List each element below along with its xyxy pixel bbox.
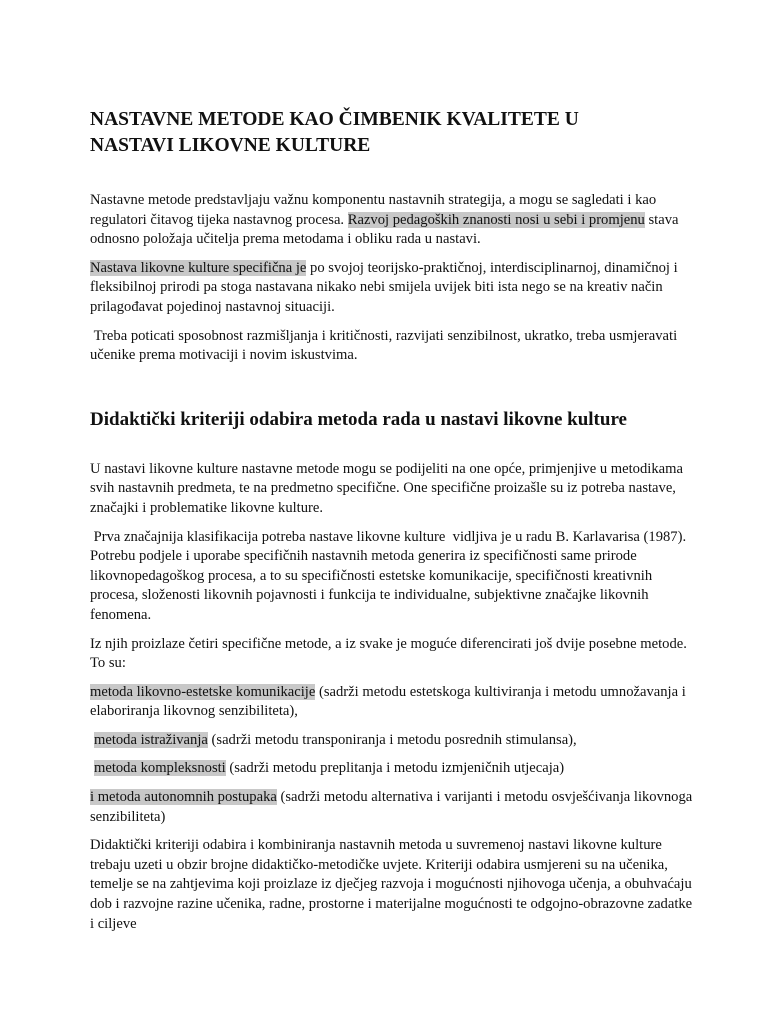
method-description: (sadrži metodu transponiranja i metodu posrednih stimulansa), [207, 731, 577, 748]
method-name: metoda kompleksnosti [94, 760, 226, 777]
method-item [90, 759, 698, 779]
method-description: (sadrži metodu estetskoga kultiviranja i metodu umnožavanja i elaboriranja likovnog senzibiliteta), [90, 683, 686, 720]
highlighted-text: Nastava likovne kulture specifična je [90, 259, 307, 276]
method-item [90, 788, 698, 827]
paragraph-intro-text-a: Nastavne metode predstavljaju važnu komponentu nastavnih strategija, a mogu se sagledati i kao regulatori čitavog tijeka nastavnog procesa. [90, 192, 657, 228]
paragraph-encourage: Treba poticati sposobnost razmišljanja i kritičnosti, razvijati senzibilnost, ukratko, treba usmjeravati učenike prema motivaciji i novim iskustvima. [90, 327, 681, 364]
method-name: metoda istraživanja [94, 731, 208, 748]
method-item [90, 731, 698, 751]
paragraph-text: po svojoj teorijsko-praktičnoj, interdisciplinarnoj, dinamičnoj i fleksibilnoj prirodi pa stoga nastavana nikako nebi smijela uvijek biti ista nego se na kreativ način prilagođavat pojedinoj nastavnoj situaciji. [90, 259, 678, 315]
method-description: (sadrži metodu preplitanja i metodu izmjeničnih utjecaja) [225, 760, 565, 777]
method-description: (sadrži metodu alternativa i varijanti i metodu osvješćivanja likovnoga senzibiliteta) [90, 789, 693, 825]
method-name: metoda likovno-estetske komunikacije [90, 683, 316, 700]
method-item [90, 683, 698, 722]
highlighted-text: Razvoj pedagoških znanosti nosi u sebi i promjenu [347, 211, 645, 228]
section-heading: Didaktički kriteriji odabira metoda rada u nastavi likovne kulture [90, 408, 627, 430]
paragraph-intro [90, 191, 698, 250]
document-title: NASTAVNE METODE KAO ČIMBENIK KVALITETE U NASTAVI LIKOVNE KULTURE [90, 109, 579, 156]
paragraph-methods-division: U nastavi likovne kulture nastavne metode mogu se podijeliti na one opće, primjenjive u metodikama svih nastavnih predmeta, te na predmetno specifične. One specifične proizašle su iz potreba nastave, značajki i problematike likovne kulture. [90, 460, 683, 516]
method-name: i metoda autonomnih postupaka [90, 789, 277, 806]
paragraph-classification: Prva značajnija klasifikacija potreba nastave likovne kulture vidljiva je u radu B. Karlavarisa (1987). Potrebu podjele i uporabe specifičnih nastavnih metoda generira iz specifičnosti same prirode likovnopedagoškog procesa, a to su specifičnosti estetske komunikacije, specifičnosti kreativnih procesa, složenosti likovnih pojavnosti i funkcija te individualne, subjektivne značajke likovnih fenomena. [90, 528, 690, 623]
paragraph-criteria: Didaktički kriteriji odabira i kombiniranja nastavnih metoda u suvremenoj nastavi likovne kulture trebaju uzeti u obzir brojne didaktičko-metodičke uvjete. Kriteriji odabira usmjereni su na učenika, temelje se na zahtjevima koji proizlaze iz dječjeg razvoja i mogućnosti njihovoga učenja, a obuhvaćaju dob i razvojne razine učenika, radne, prostorne i materijalne mogućnosti te odgojno-obrazovne zadatke i ciljeve [90, 837, 693, 932]
paragraph-specific-nature [90, 259, 698, 318]
paragraph-four-methods: Iz njih proizlaze četiri specifične metode, a iz svake je moguće diferencirati još dvije posebne metode. To su: [90, 635, 687, 672]
paragraph-intro-text-b: stava odnosno položaja učitelja prema metodama i obliku rada u nastavi. [90, 211, 679, 248]
